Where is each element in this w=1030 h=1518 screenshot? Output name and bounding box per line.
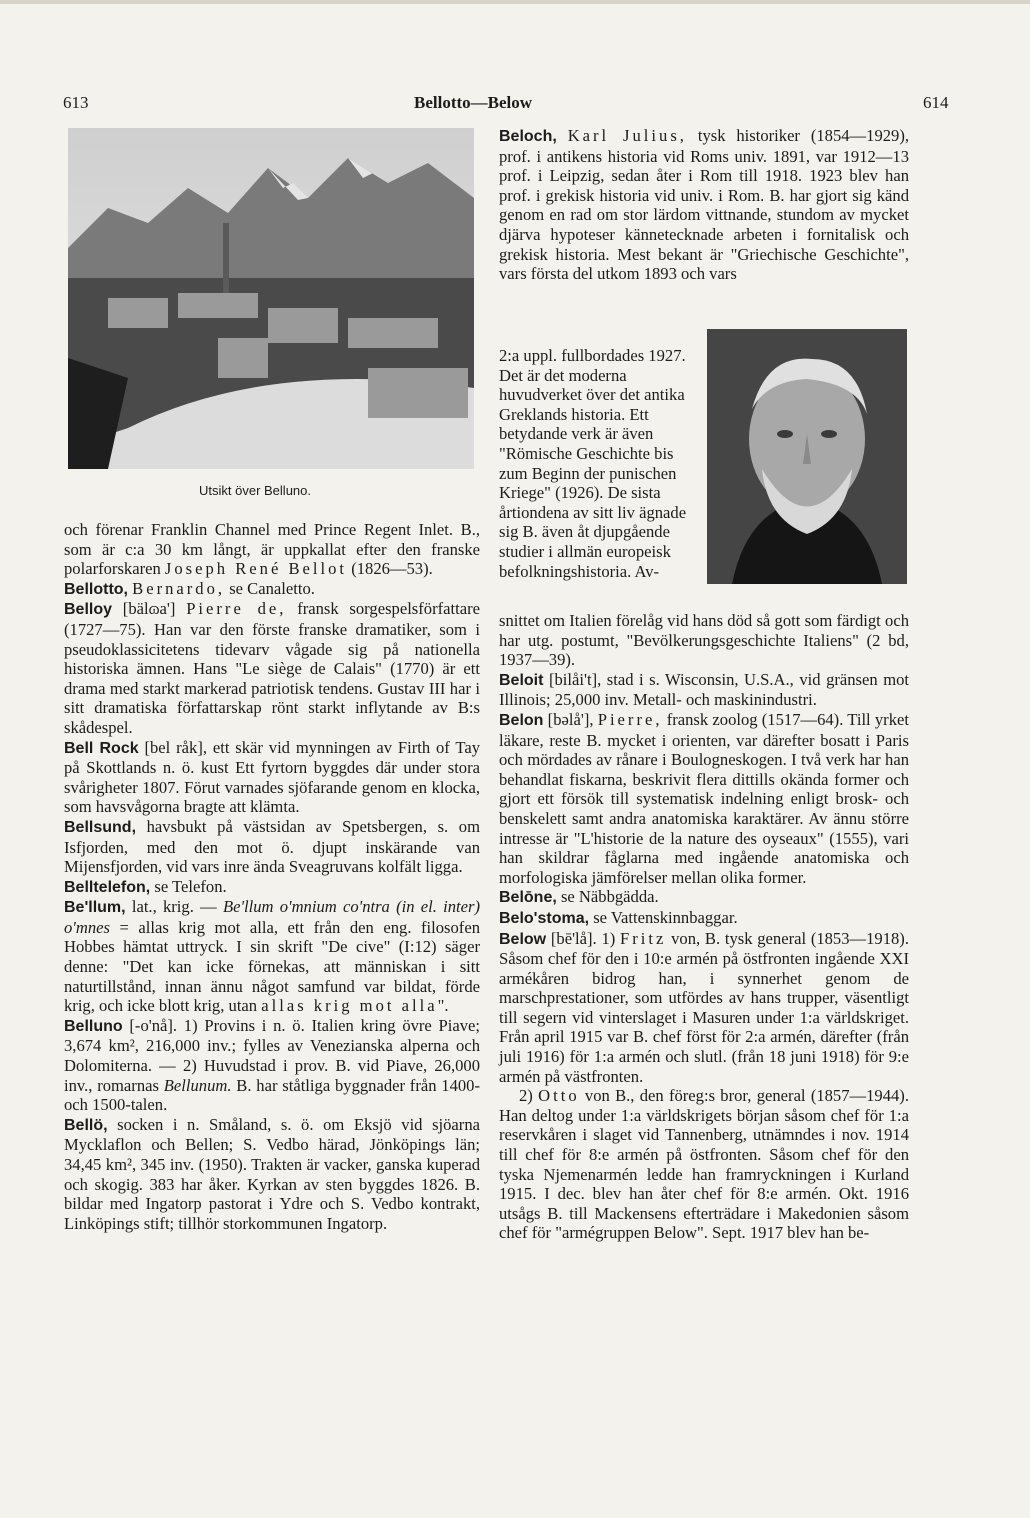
bellot-paragraph: [64, 520, 480, 579]
belluno-photo: [68, 128, 474, 469]
entry-below-otto: [499, 1086, 909, 1243]
entry-bello: [64, 1115, 480, 1234]
beloch-name: Karl Julius,: [567, 126, 687, 145]
belostoma-text: se Vattenskinnbaggar.: [593, 907, 738, 927]
entry-belltelefon: [64, 877, 480, 898]
below-fritz-text: von, B. tysk general (1853—1918). Såsom chef för den i 10:e armén på östfronten ingående XXI armékåren bidrog han, i synnerhet genom de marschprestationer, som utfördes av hans trupper, väsentligt till segern vid vinterslaget i Masuren under 1:a världskriget. Från april 1915 var B. chef först för 2:a armén, därefter (från juli 1916) för 1:a armén och slutl. (från 18 juni 1918) för 9:e armén på västfronten.: [499, 928, 909, 1086]
headword-belluno: Belluno: [64, 1017, 123, 1035]
beloch-portrait: [707, 329, 907, 584]
left-column: [64, 520, 480, 1233]
belon-pronunciation: [bəlå'],: [547, 709, 594, 729]
belluno-latin: Bellunum.: [163, 1075, 232, 1095]
bellum-text-b: = allas krig mot alla, ett från den eng. filosofen Hobbes hämtat uttryck. I sin skrift "De cive" (I:12) säger denne: "Det kan icke förnekas, att människan i sitt naturtillstånd, innan ännu något samfund var bildat, förde krig, och icke blott krig, utan: [64, 917, 480, 1016]
belluno-tail: B. har ståtliga byggnader från 1400- och 1500-talen.: [64, 1075, 481, 1115]
entry-bell-rock: [64, 738, 480, 817]
running-title: Bellotto—Below: [414, 93, 533, 112]
below-otto-number: 2): [519, 1086, 533, 1106]
headword-beloit: Beloit: [499, 671, 544, 689]
bellot-dates: (1826—53).: [351, 559, 433, 579]
headword-belloy: Belloy: [64, 601, 113, 619]
belltelefon-text: se Telefon.: [154, 876, 227, 896]
beloit-text: [bilåi't], stad i s. Wisconsin, U.S.A., vid gränsen mot Illinois; 25,000 inv. Metall- och maskinindustri.: [499, 669, 910, 710]
page-edge: [0, 0, 1030, 4]
belon-name: Pierre,: [597, 709, 663, 729]
bellot-text: och förenar Franklin Channel med Prince Regent Inlet. B., som är c:a 30 km långt, är uppkallat efter den franske polarforskaren: [64, 520, 480, 579]
belloy-text: fransk sorgespelsförfattare (1727—75). Han var den förste franske dramatiker, som i pseudoklassicitetens tidevarv vågade sig på nationella historiska ämnen. Hans "Le siège de Calais" (1770) är ett drama med starkt markerad patriotisk tendens. Gustav III har i sitt dramatiska författarskap rönt starkt inflytande av B:s skådespel.: [64, 599, 480, 737]
entry-below: [499, 929, 909, 1087]
belluno-photo-illustration: [68, 128, 474, 469]
entry-belone: [499, 887, 909, 908]
headword-bellum: Be'llum,: [64, 899, 126, 917]
right-column-beside-portrait: [499, 346, 699, 581]
below-fritz-name: Fritz: [620, 928, 667, 948]
right-page-number: 614: [923, 93, 949, 112]
headword-beloch: Beloch,: [499, 128, 557, 145]
entry-belon: [499, 710, 909, 887]
beloch-portrait-illustration: [707, 329, 907, 584]
bello-text: socken i n. Småland, s. ö. om Eksjö vid sjöarna Mycklaflon och Bellen; S. Vedbo härad, Jönköpings län; 34,45 km², 345 inv. (1950). Trakten är vacker, ganska kuperad och skogig. 383 har åker. Kyrkan av sten byggdes 1826. B. bildar med Ingatorp pastorat i Ydre och S. Vedbo kontrakt, Linköpings stift; tillhör storkommunen Ingatorp.: [64, 1114, 480, 1233]
bellotto-text: se Canaletto.: [229, 578, 315, 598]
below-otto-text: von B., den föreg:s bror, general (1857—1944). Han deltog under 1:a världskrigets början såsom chef för 1:a reservkåren i slaget vid Tannenberg, utnämndes i nov. 1914 till chef för 8:e armén på östfronten. Såsom chef för den tyska Njemenarmén ledde han framryckningen i Kurland 1915. I dec. blev han åter chef för 8:e armén. Okt. 1916 utsågs B. till Mackensens efterträdare i Makedonien såsom chef för "armégruppen Below". Sept. 1917 blev han be-: [499, 1086, 909, 1243]
bellotto-name: Bernardo,: [132, 578, 226, 598]
entry-bellsund: [64, 817, 480, 877]
entry-belloy: [64, 599, 480, 737]
bell-rock-text: [bel råk], ett skär vid mynningen av Firth of Tay på Skottlands n. ö. kust Ett fyrtorn byggdes där under stora svårigheter 1807. Förut varnades sjöfarande genom en klocka, som havsvågorna bragte att klämta.: [64, 737, 480, 817]
belloy-pronunciation: [bälɷa']: [122, 599, 176, 619]
belone-text: se Näbbgädda.: [560, 887, 659, 907]
headword-bellotto: Bellotto,: [64, 580, 128, 598]
headword-belostoma: Belo'stoma,: [499, 909, 590, 927]
entry-bellotto: [64, 579, 480, 600]
beloch-wrap-text: 2:a uppl. fullbordades 1927. Det är det moderna huvudverket över det antika Greklands historia. Ett betydande verk är även "Römische Geschichte bis zum Beginn der punischen Kriege" (1926). De sista årtiondena av sitt liv ägnade sig B. även åt djupgående studier i allmän europeisk befolkningshistoria. Av-: [499, 346, 687, 581]
bellot-name: Joseph René Bellot: [164, 559, 348, 579]
headword-belone: Belōne,: [499, 889, 557, 907]
bellsund-text: havsbukt på västsidan av Spetsbergen, s. om Isfjorden, med den mot ö. djupt inskärande van Mijensfjorden, vid vars inre ända Sveagruvans kolfält ligga.: [64, 816, 480, 877]
headword-bellsund: Bellsund,: [64, 818, 137, 836]
belloy-name: Pierre de,: [186, 599, 287, 619]
below-otto-name: Otto: [538, 1086, 580, 1106]
entry-beloch: [499, 126, 909, 284]
headword-belon: Belon: [499, 711, 544, 729]
below-pronunciation: [bē'lå]. 1): [550, 928, 616, 948]
belluno-photo-caption: Utsikt över Belluno.: [199, 483, 311, 498]
belluno-text: [-o'nå]. 1) Provins i n. ö. Italien kring övre Piave; 3,674 km², 216,000 inv.; fylles av Venezianska alperna och Dolomiterna. — 2) Huvudstad i prov. B. vid Piave, 26,000 inv., romarnas: [64, 1015, 480, 1095]
right-column: [499, 611, 909, 1243]
bellum-spaced-phrase: allas krig mot alla: [261, 996, 438, 1016]
right-column-top: [499, 126, 909, 284]
entry-beloit: [499, 670, 909, 710]
entry-bellum: [64, 897, 480, 1016]
entry-belostoma: [499, 908, 909, 929]
left-page-number: 613: [63, 93, 89, 112]
bellum-latin-phrase: Be'llum o'mnium co'ntra (in el. inter) o'mnes: [64, 897, 481, 937]
headword-bello: Bellö,: [64, 1116, 108, 1134]
headword-belltelefon: Belltelefon,: [64, 878, 151, 896]
belon-text: fransk zoolog (1517—64). Till yrket läkare, reste B. mycket i orienten, var därefter bosatt i Paris och mördades av rånare i Boulogneskogen. I två verk har han behandlat fiskarna, beskrivit flera dittills okända former och gjort ett försök till systematisk indelning enligt brosk- och benskelett samt andra anatomiska karaktärer. Av ännu större intresse är "L'historie de la nature des oyseaux" (1555), vari han skildrar fåglarna med ingående anatomiska och morfologiska jämförelser mellan olika former.: [499, 709, 909, 887]
bellum-text-a: lat., krig. —: [131, 897, 217, 917]
entry-belluno: [64, 1016, 480, 1115]
beloch-after-text: snittet om Italien förelåg vid hans död så gott som färdigt och har utg. postumt, "Bevölkerungsgeschichte Italiens" (2 bd, 1937—39).: [499, 611, 909, 670]
bellum-end: ".: [437, 996, 449, 1016]
headword-bell-rock: Bell Rock: [64, 739, 139, 757]
headword-below: Below: [499, 930, 547, 948]
beloch-text: tysk historiker (1854—1929), prof. i antikens historia vid Roms univ. 1891, var 1912—13 prof. i Leipzig, sedan åter i Rom till 1918. 1923 blev han prof. i grekisk historia vid univ. i Rom. B. har gjort sig känd genom en rad om stor lärdom vittnande, stundom av mycket djärva hypoteser kännetecknade arbeten i fornitalisk och grekisk historia. Mest bekant är "Griechische Geschichte", vars första del utkom 1893 och vars: [499, 126, 910, 284]
